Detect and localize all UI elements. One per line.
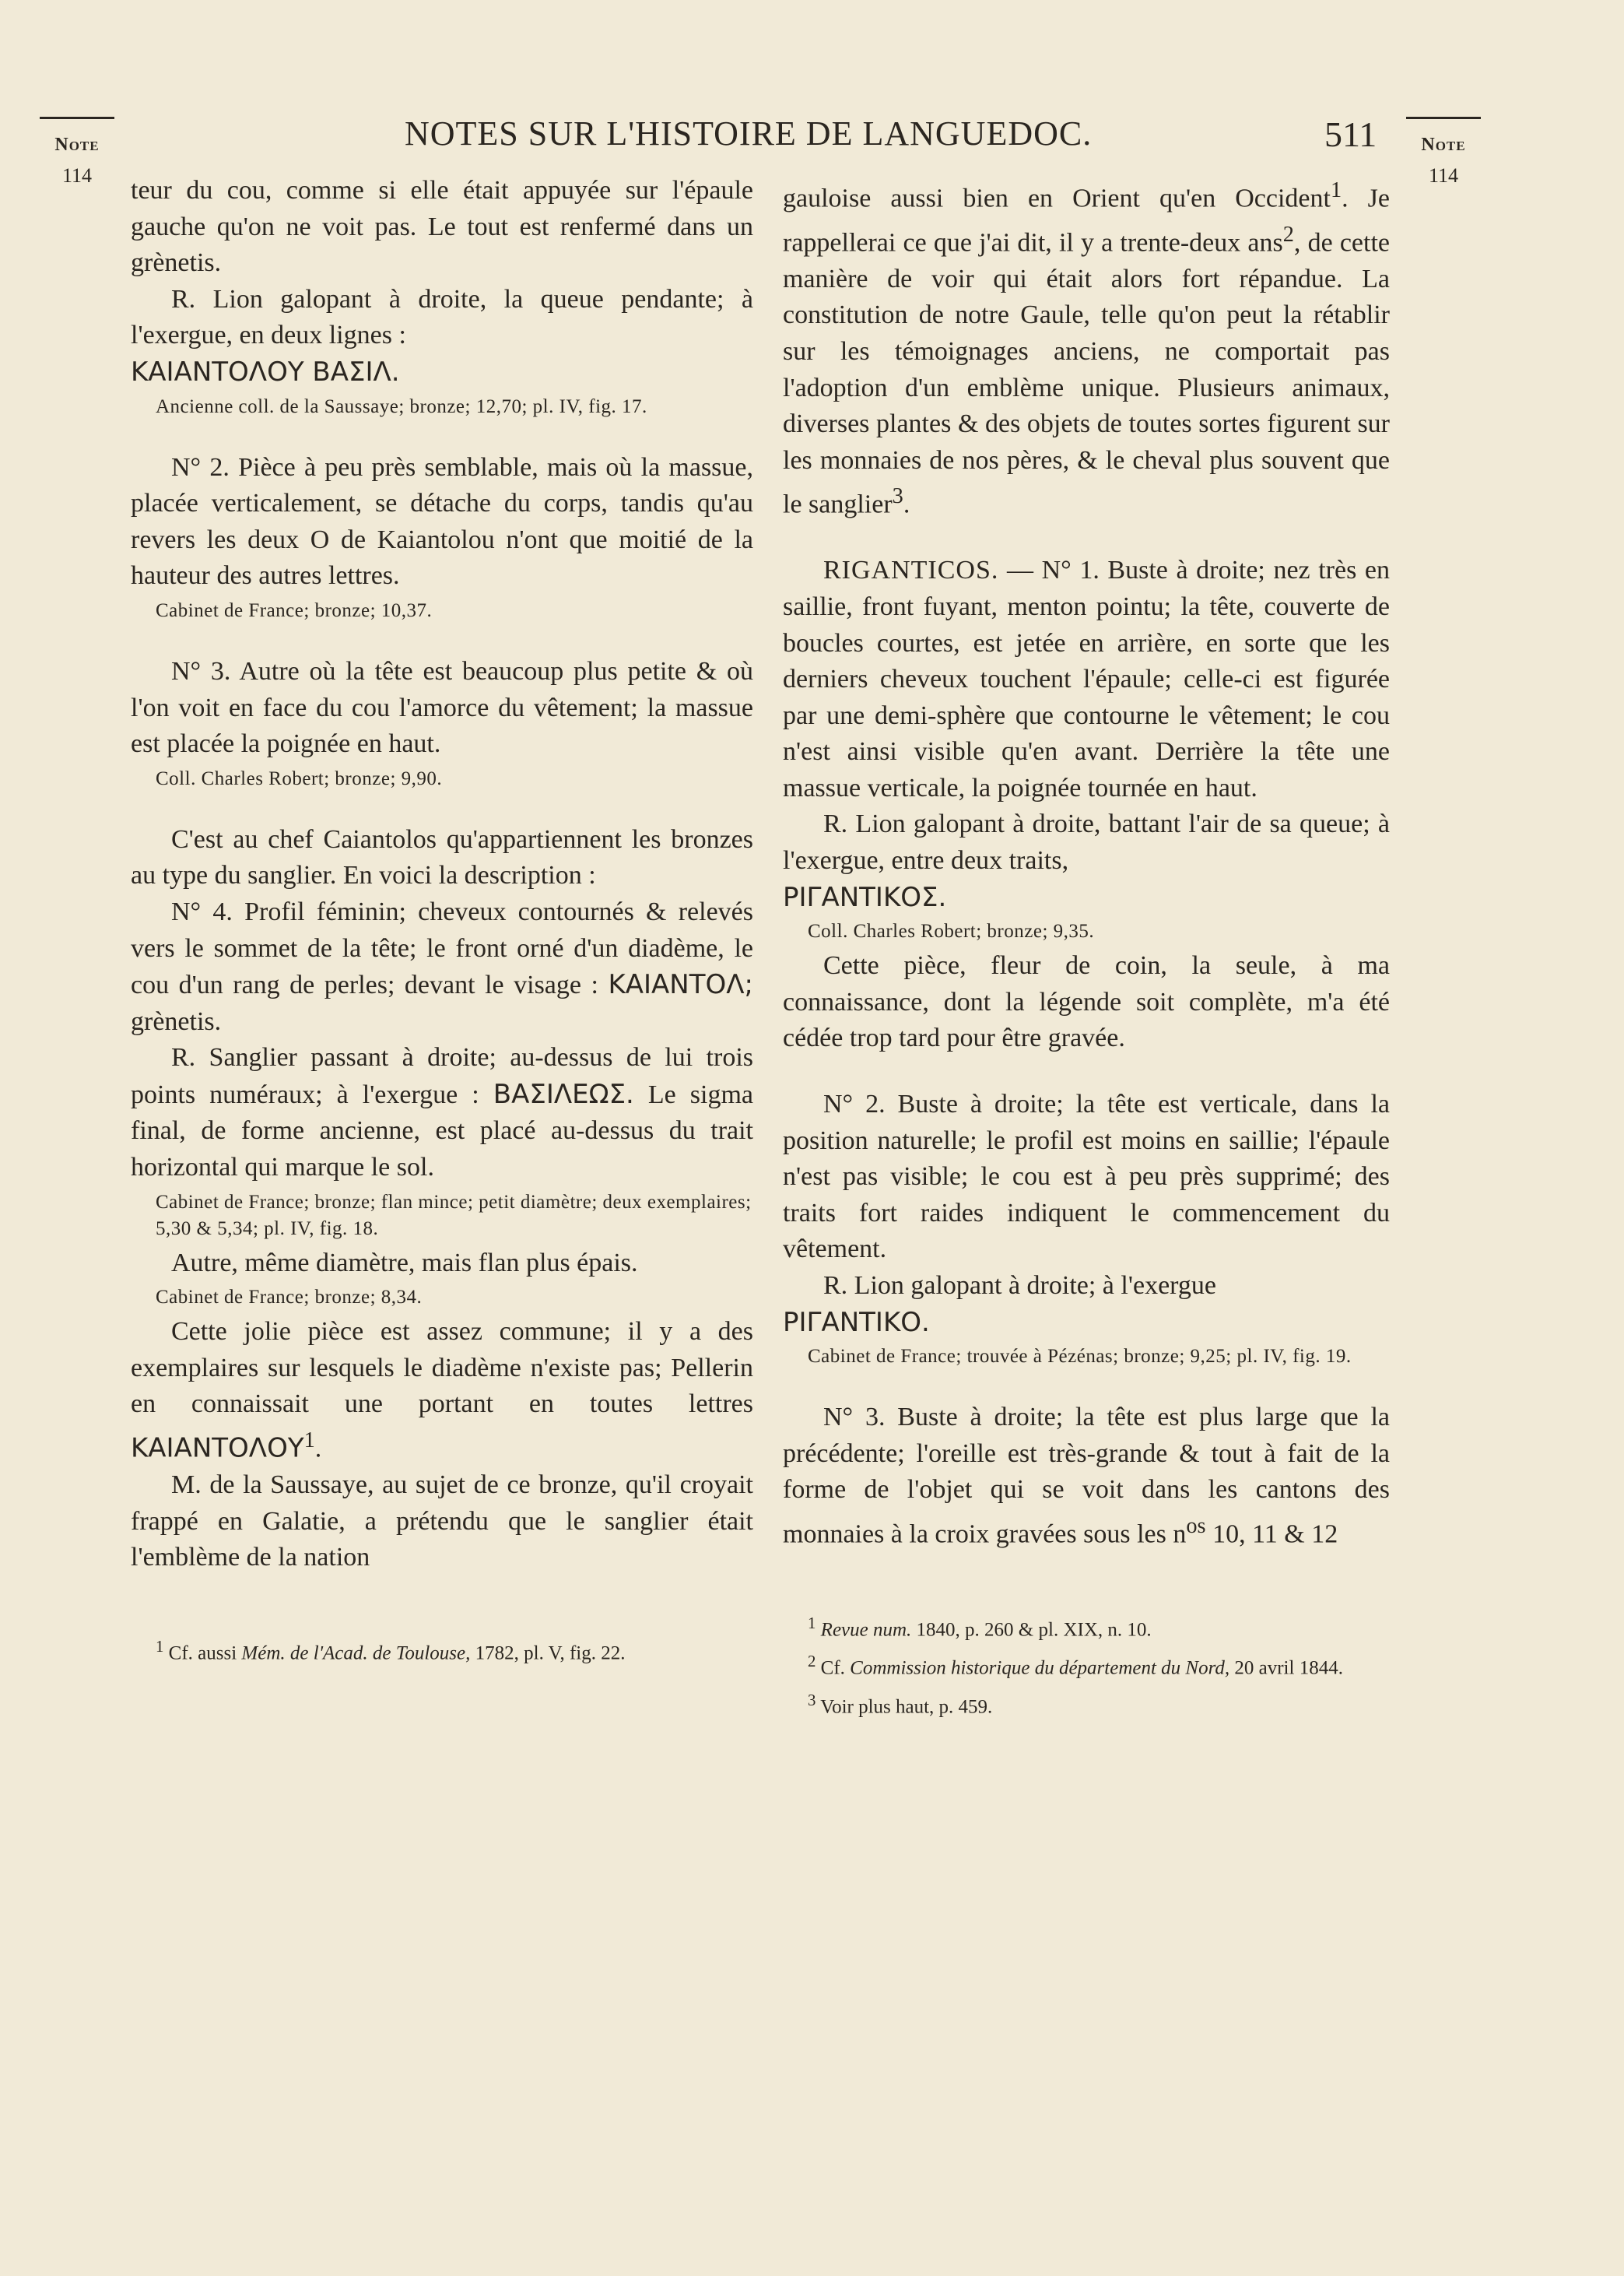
paragraph: N° 3. Autre où la tête est beaucoup plus petite & où l'on voit en face du cou l'amorce du vêtement; la massue est placée la poignée en haut. [131,656,753,759]
text-run: 1782, pl. V, fig. 22. [475,1642,626,1664]
text-run: . Je rappellerai ce que j'ai dit, il y a trente-deux ans [783,184,1391,258]
coin-legend: ΡΙΓΑΝΤΙΚΟΣ. [783,881,947,913]
text-run: N° 3. Buste à droite; la tête est plus large que la précédente; l'oreille est très-grande & tout à fait de la forme de l'objet qui se voit dans les cantons des monnaies à la croix gravées sous les n [783,1403,1390,1549]
citation: Cabinet de France; trouvée à Pézénas; bronze; 9,25; pl. IV, fig. 19. [808,1346,1352,1368]
coin-legend: ΚΑΙΑΝΤΟΛ; [608,969,753,1001]
paragraph: Cette pièce, fleur de coin, la seule, à ma connaissance, dont la légende soit complète, m'a été cédée trop tard pour être gravée. [783,951,1390,1053]
coin-legend: ΡΙΓΑΝΤΙΚΟ. [783,1306,930,1338]
footnote [131,1631,753,1669]
note-label-left: Note [54,135,100,155]
footnote-number: 1 [156,1636,164,1656]
coin-legend: ΚΑΙΑΝΤΟΛΟΥ ΒΑΣΙΛ. [131,356,400,388]
text-run: 10, 11 & 12 [1212,1519,1338,1549]
citation: Cabinet de France; bronze; 8,34. [156,1287,423,1308]
citation: Cabinet de France; bronze; flan mince; petit diamètre; deux exemplaires; 5,30 & 5,34; pl. IV, fig. 18. [156,1191,752,1239]
paragraph: M. de la Saussaye, au sujet de ce bronze, qu'il croyait frappé en Galatie, a prétendu que le sanglier était l'emblème de la nation [131,1470,753,1572]
paragraph: R. Lion galopant à droite; à l'exergue [823,1271,1216,1301]
paragraph: N° 2. Pièce à peu près semblable, mais où la massue, placée verticalement, se détache du corps, tandis qu'au revers les deux O de Kaiantolou n'ont que moitié de la hauteur des autres lettres. [131,452,753,591]
paragraph [131,1314,753,1467]
note-marker-right [1401,117,1486,188]
running-header: NOTES SUR L'HISTOIRE DE LANGUEDOC. [405,114,1093,153]
text-run: grènetis. [131,1006,222,1036]
text-run: Le sigma final, de forme ancienne, est placé au-dessus du trait horizontal qui marque le sol. [131,1080,753,1182]
footnote-ref: 2 [1282,222,1294,247]
text-run: R. Sanglier passant à droite; au-dessus de lui trois points numéraux; à l'exergue : [131,1043,753,1109]
coin-heading: RIGANTICOS. [823,556,999,585]
text-run: N° 4. Profil féminin; cheveux contournés & relevés vers le sommet de la tête; le front orné d'un diadème, le cou d'un rang de perles; devant le visage : [131,897,753,1000]
text-run: — N° 1. Buste à droite; nez très en saillie, front fuyant, menton pointu; la tête, couverte de boucles courtes, est jetée en arrière, en sorte que les derniers cheveux touchent l'épaule; celle-ci est figurée par une demi-sphère que contourne le vêtement; le cou n'est ainsi visible qu'en avant. Derrière la tête une massue verticale, la poignée tournée en haut. [783,556,1390,803]
note-number-left: 114 [61,164,93,187]
note-number-right: 114 [1428,164,1459,187]
text-run: gauloise aussi bien en Orient qu'en Occident [783,184,1331,213]
text-run: Cf. [820,1657,845,1679]
paragraph: teur du cou, comme si elle était appuyée sur l'épaule gauche qu'on ne voit pas. Le tout est renfermé dans un grènetis. [131,176,753,278]
footnote-title: Commission historique du département du Nord, [850,1657,1230,1679]
footnote-number: 1 [808,1613,816,1632]
citation: Ancienne coll. de la Saussaye; bronze; 12,70; pl. IV, fig. 17. [156,395,647,417]
text-run: . [903,490,910,519]
footnote-ref: 3 [892,484,903,509]
page-number: 511 [1324,114,1377,154]
footnote-number: 3 [808,1690,816,1709]
footnote [783,1684,1390,1723]
footnote-ref: 1 [303,1428,315,1453]
right-column [783,173,1390,1723]
footnote-number: 2 [808,1652,816,1671]
coin-legend: ΒΑΣΙΛΕΩΣ. [493,1078,634,1110]
paragraph: N° 2. Buste à droite; la tête est verticale, dans la position naturelle; le profil est moins en saillie; l'épaule n'est pas visible; le cou est à peu près supprimé; des traits fort raides indiquent le commencement du vêtement. [783,1090,1390,1264]
text-run: 20 avril 1844. [1234,1657,1343,1679]
note-label-right: Note [1421,135,1466,155]
footnote-title: Revue num. [820,1619,912,1641]
paragraph: R. Lion galopant à droite, la queue pendante; à l'exergue, en deux lignes : [131,284,753,350]
coin-legend: ΚΑΙΑΝΤΟΛΟΥ [131,1432,304,1464]
citation: Coll. Charles Robert; bronze; 9,35. [808,921,1095,943]
text-run: . [314,1434,322,1463]
text-run: Cf. aussi [168,1642,237,1664]
text-run: Voir plus haut, p. 459. [820,1695,993,1717]
paragraph [783,173,1390,523]
text-run: , de cette manière de voir qui était alors fort répandue. La constitution de notre Gaule, telle qu'on peut la rétablir sur les témoignages anciens, ne comportait pas l'adoption d'un emblème unique. Plusieurs animaux, diverses plantes & des objets de toutes sortes figurent sur les monnaies de nos pères, & le cheval plus souvent que le sanglier [783,228,1390,519]
footnote-title: Mém. de l'Acad. de Toulouse, [241,1642,471,1664]
paragraph: Autre, même diamètre, mais flan plus épais. [171,1248,638,1277]
footnote-ref: 1 [1330,178,1342,202]
text-run: 1840, p. 260 & pl. XIX, n. 10. [916,1619,1152,1641]
paragraph: R. Lion galopant à droite, battant l'air de sa queue; à l'exergue, entre deux traits, [783,810,1390,876]
text-run: Cette jolie pièce est assez commune; il y a des exemplaires sur lesquels le diadème n'existe pas; Pellerin en connaissait une portant en toutes lettres [131,1317,753,1419]
paragraph [783,1400,1390,1553]
superscript: os [1186,1513,1206,1538]
paragraph: C'est au chef Caiantolos qu'appartiennent les bronzes au type du sanglier. En voici la description : [131,824,753,890]
citation: Cabinet de France; bronze; 10,37. [156,599,433,621]
footnote [783,1607,1390,1646]
paragraph [131,894,753,1040]
note-marker-left [34,117,120,188]
paragraph [783,553,1390,806]
citation: Coll. Charles Robert; bronze; 9,90. [156,767,443,789]
footnote [783,1646,1390,1684]
left-column [131,173,753,1669]
paragraph [131,1040,753,1185]
